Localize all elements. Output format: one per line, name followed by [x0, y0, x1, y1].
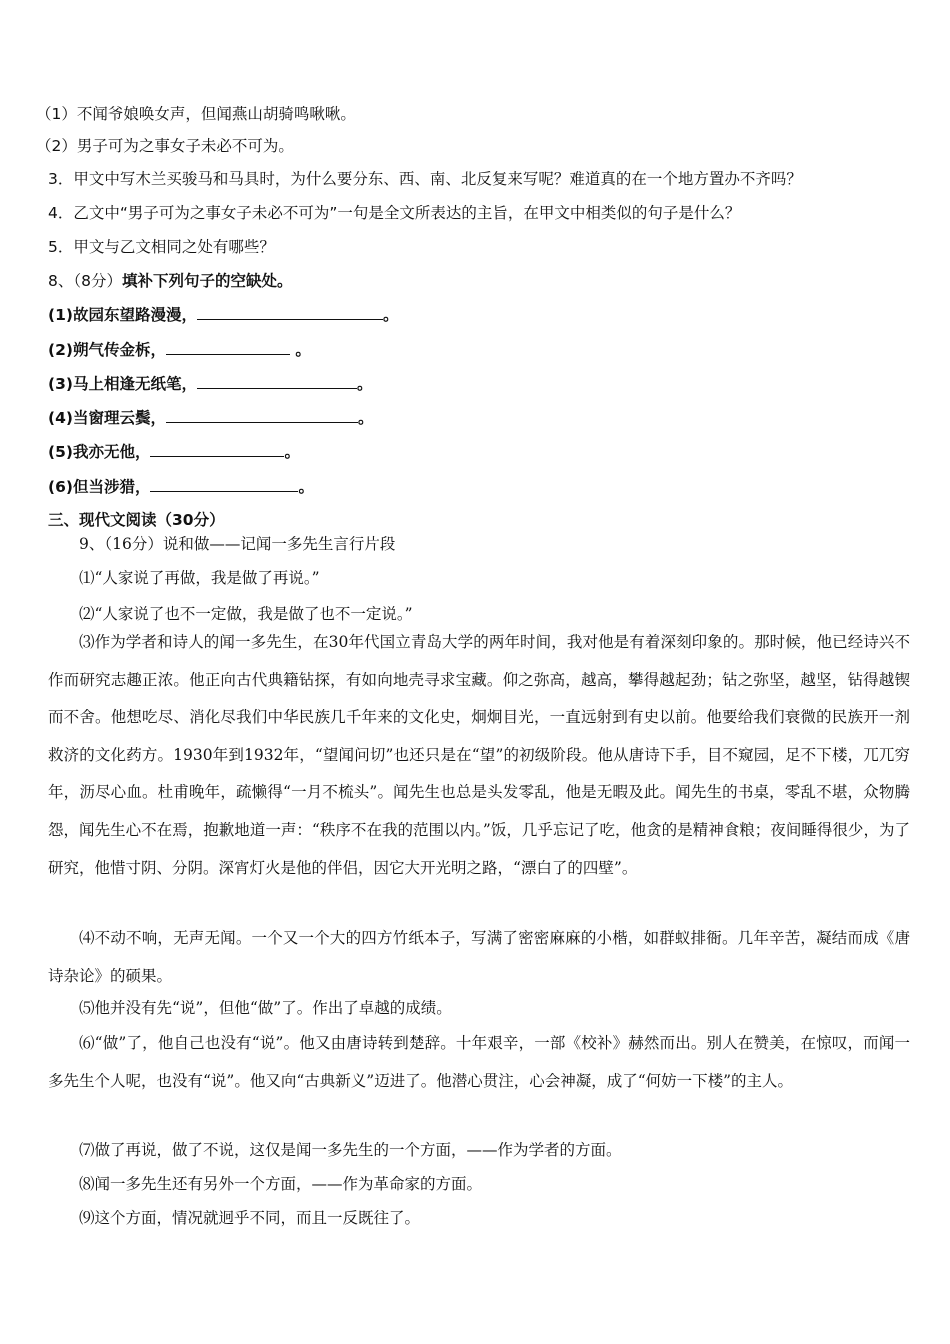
paragraph-9: ⑼这个方面，情况就迥乎不同，而且一反既往了。	[79, 1209, 421, 1227]
paragraph-4: ⑷不动不响，无声无闻。一个又一个大的四方竹纸本子，写满了密密麻麻的小楷，如群蚁排衙。几年辛苦，凝结而成《唐诗杂论》的硕果。	[48, 929, 910, 985]
paragraph-5: ⑸他并没有先“说”，但他“做”了。作出了卓越的成绩。	[79, 999, 452, 1017]
answer-blank[interactable]	[166, 408, 358, 423]
paragraph-3: ⑶作为学者和诗人的闻一多先生，在30年代国立青岛大学的两年时间，我对他是有着深刻印象的。那时候，他已经诗兴不作而研究志趣正浓。他正向古代典籍钻探，有如向地壳寻求宝藏。仰之弥高，越高，攀得越起劲；钻之弥坚，越坚，钻得越锲而不舍。他想吃尽、消化尽我们中华民族几千年来的文化史，炯炯目光，一直远射到有史以前。他要给我们衰微的民族开一剂救济的文化药方。1930年到1932年，“望闻问切”也还只是在“望”的初级阶段。他从唐诗下手，目不窥园，足不下楼，兀兀穷年，沥尽心血。杜甫晚年，疏懒得“一月不梳头”。闻先生也总是头发零乱，他是无暇及此。闻先生的书桌，零乱不堪，众物腾怨，闻先生心不在焉，抱歉地道一声：“秩序不在我的范围以内。”饭，几乎忘记了吃，他贪的是精神食粮；夜间睡得很少，为了研究，他惜寸阴、分阴。深宵灯火是他的伴侣，因它大开光明之路，“漂白了的四壁”。	[48, 633, 910, 877]
fill-item-1: (1)故园东望路漫漫， 。	[48, 306, 399, 324]
answer-blank[interactable]	[150, 477, 298, 492]
question-5: 5．甲文与乙文相同之处有哪些？	[48, 238, 275, 256]
answer-blank[interactable]	[197, 374, 357, 389]
answer-blank[interactable]	[150, 442, 284, 457]
fill-item-4: (4)当窗理云鬓， 。	[48, 409, 374, 427]
paragraph-1: ⑴“人家说了再做，我是做了再说。”	[79, 569, 320, 587]
fill-item-3: (3)马上相逢无纸笔， 。	[48, 375, 373, 393]
answer-blank[interactable]	[166, 340, 290, 355]
fill-item-5: (5)我亦无他， 。	[48, 443, 300, 461]
question-8-title: 填补下列句子的空缺处。	[121, 272, 293, 290]
section-heading: 三、现代文阅读（30分）	[48, 511, 225, 529]
question-9-title: 9、（16分）说和做——记闻一多先生言行片段	[79, 535, 396, 553]
answer-line-1: （1）不闻爷娘唤女声，但闻燕山胡骑鸣啾啾。	[36, 105, 356, 123]
answer-line-2: （2）男子可为之事女子未必不可为。	[36, 137, 294, 155]
question-8	[48, 271, 293, 291]
fill-item-6: (6)但当涉猎， 。	[48, 478, 314, 496]
fill-item-2: (2)朔气传金柝， 。	[48, 341, 311, 359]
question-3: 3．甲文中写木兰买骏马和马具时，为什么要分东、西、南、北反复来写呢？难道真的在一个地方置办不齐吗？	[48, 170, 802, 188]
question-4: 4．乙文中“男子可为之事女子未必不可为”一句是全文所表达的主旨，在甲文中相类似的句子是什么？	[48, 204, 741, 222]
paragraph-8: ⑻闻一多先生还有另外一个方面，——作为革命家的方面。	[79, 1175, 483, 1193]
answer-blank[interactable]	[197, 305, 383, 320]
paragraph-6: ⑹“做”了，他自己也没有“说”。他又由唐诗转到楚辞。十年艰辛，一部《校补》赫然而出。别人在赞美，在惊叹，而闻一多先生个人呢，也没有“说”。他又向“古典新义”迈进了。他潜心贯注，心会神凝，成了“何妨一下楼”的主人。	[48, 1034, 910, 1090]
paragraph-7: ⑺做了再说，做了不说，这仅是闻一多先生的一个方面，——作为学者的方面。	[79, 1141, 622, 1159]
question-8-score: 8、（8分）	[48, 272, 122, 290]
paragraph-2: ⑵“人家说了也不一定做，我是做了也不一定说。”	[79, 605, 413, 623]
